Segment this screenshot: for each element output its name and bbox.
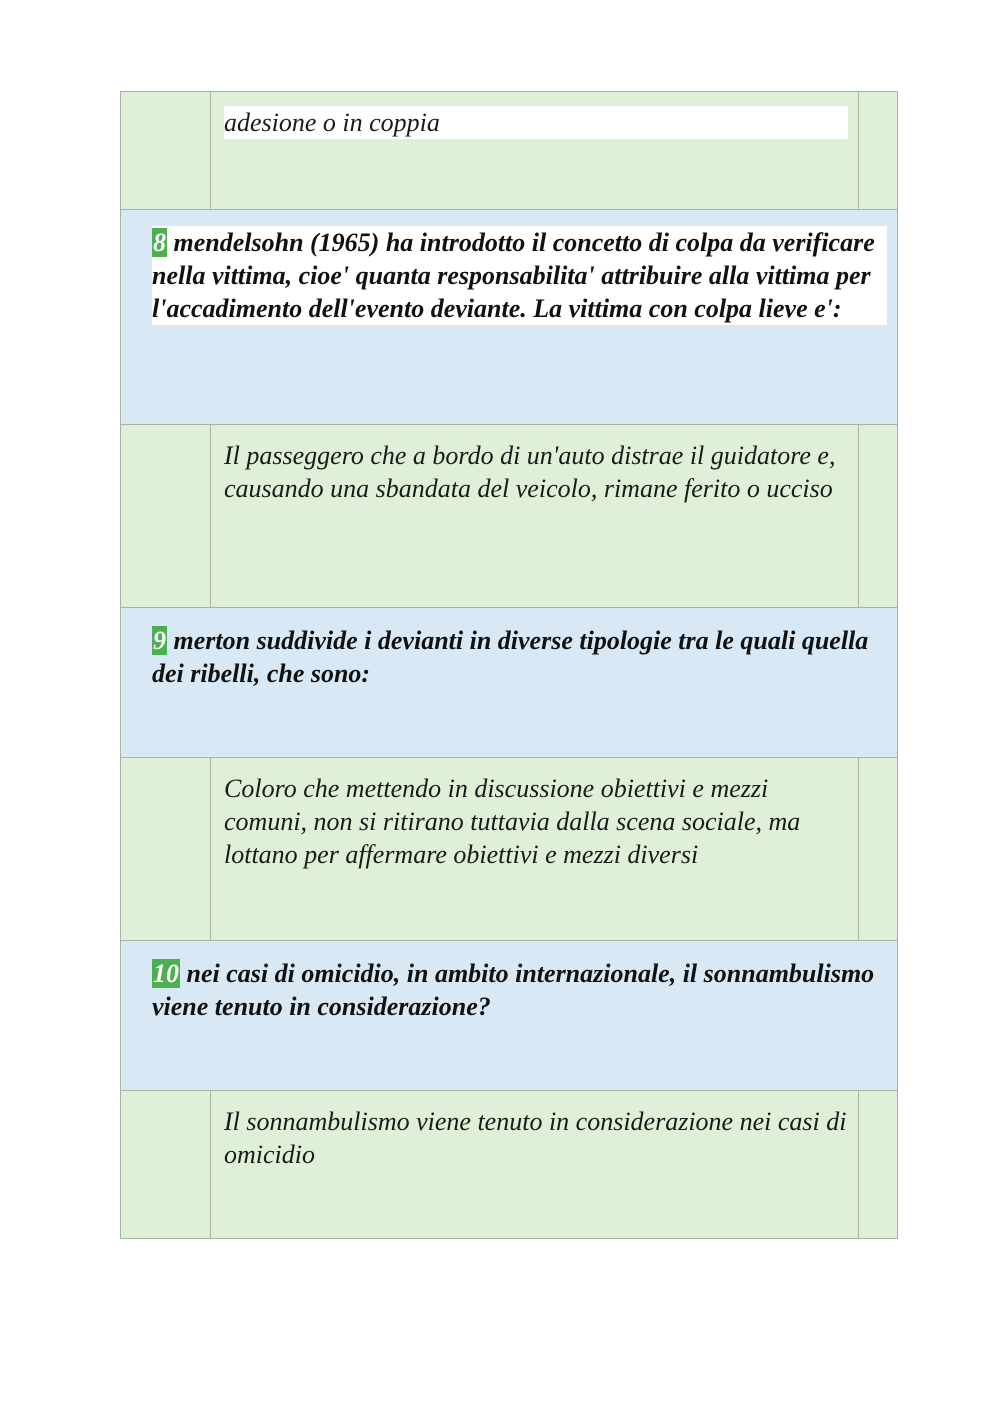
question-number: 10 <box>153 959 179 988</box>
question-row <box>121 941 897 1091</box>
answer-text: Il passeggero che a bordo di un'auto distrae il guidatore e, causando una sbandata del veicolo, rimane ferito o ucciso <box>224 441 836 503</box>
question-row <box>121 608 897 758</box>
answer-row <box>121 758 897 941</box>
answer-text: Il sonnambulismo viene tenuto in considerazione nei casi di omicidio <box>224 1107 847 1169</box>
question-text: nei casi di omicidio, in ambito internazionale, il sonnambulismo viene tenuto in considerazione? <box>152 959 875 1021</box>
quiz-table <box>120 91 898 1239</box>
question-text: merton suddivide i devianti in diverse tipologie tra le quali quella dei ribelli, che sono: <box>152 626 869 688</box>
answer-left-cell <box>121 92 211 209</box>
question-text-block <box>152 226 887 325</box>
answer-left-cell <box>121 1091 211 1238</box>
question-row <box>121 210 897 425</box>
question-text-block <box>152 957 887 1023</box>
answer-right-cell <box>858 425 897 607</box>
answer-row <box>121 425 897 608</box>
question-text: mendelsohn (1965) ha introdotto il concetto di colpa da verificare nella vittima, cioe' quanta responsabilita' attribuire alla vittima per l'accadimento dell'evento deviante. La vittima con colpa lieve e': <box>152 228 875 323</box>
question-text-block <box>152 624 887 690</box>
header-mark <box>490 0 510 3</box>
answer-row <box>121 1091 897 1239</box>
answer-text: Coloro che mettendo in discussione obiettivi e mezzi comuni, non si ritirano tuttavia dalla scena sociale, ma lottano per affermare obiettivi e mezzi diversi <box>224 774 801 869</box>
answer-right-cell <box>858 1091 897 1238</box>
question-number: 8 <box>153 228 166 257</box>
answer-right-cell <box>858 758 897 940</box>
answer-left-cell <box>121 425 211 607</box>
answer-right-cell <box>858 92 897 209</box>
answer-text: adesione o in coppia <box>224 106 848 139</box>
answer-row <box>121 92 897 210</box>
answer-left-cell <box>121 758 211 940</box>
question-number: 9 <box>153 626 166 655</box>
